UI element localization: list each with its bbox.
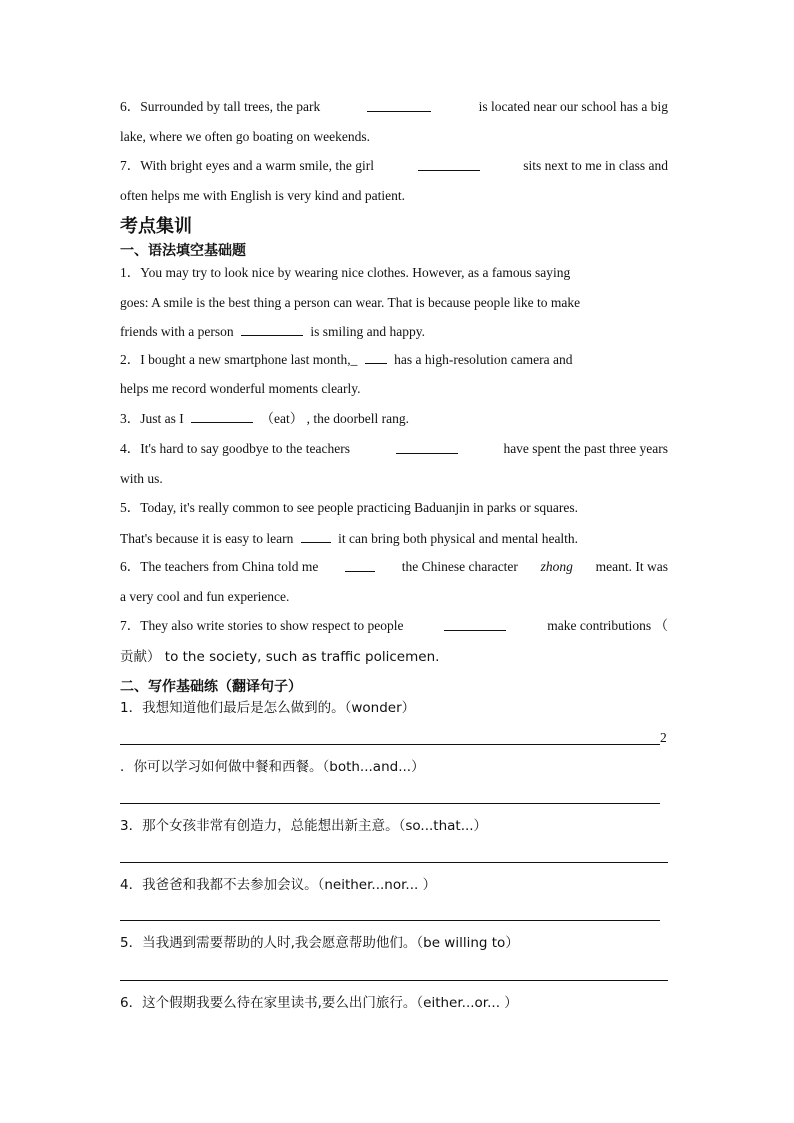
answer-blank[interactable] xyxy=(191,409,253,423)
grammar-q6-text-b: the Chinese character xyxy=(401,559,518,574)
grammar-q7-line2: 贡献） to the society, such as traffic policemen. xyxy=(120,649,440,665)
grammar-q5-text-b: it can bring both physical and mental health. xyxy=(338,531,579,546)
translation-q6-prompt: 6．这个假期我要么待在家里读书,要么出门旅行。 xyxy=(120,995,417,1011)
grammar-q4-line2: with us. xyxy=(120,471,163,486)
intro-item-7-line2: often helps me with English is very kind and patient. xyxy=(120,188,405,203)
answer-blank[interactable] xyxy=(444,617,506,631)
grammar-q6-text-a: 6．The teachers from China told me xyxy=(120,559,319,574)
grammar-q1-text-a: friends with a person xyxy=(120,324,234,339)
answer-line[interactable] xyxy=(120,980,668,981)
translation-q2 xyxy=(120,758,425,776)
grammar-q6-line2: a very cool and fun experience. xyxy=(120,589,290,604)
answer-line[interactable] xyxy=(120,744,660,745)
answer-blank[interactable] xyxy=(418,157,480,171)
intro-item-6-line1 xyxy=(120,98,668,116)
translation-q1-hint: （wonder） xyxy=(344,700,416,716)
translation-q2-hint: （both...and...） xyxy=(322,759,425,775)
grammar-q5-text-a: That's because it is easy to learn xyxy=(120,531,294,546)
intro-item-6-line2: lake, where we often go boating on weekends. xyxy=(120,129,371,144)
section-title: 考点集训 xyxy=(120,216,192,237)
translation-q3-hint: （so...that...） xyxy=(398,818,488,834)
grammar-q2-text-b: has a high-resolution camera and xyxy=(394,352,573,367)
grammar-q7-line1 xyxy=(120,617,668,635)
intro-item-6-text-a: 6．Surrounded by tall trees, the park xyxy=(120,99,321,114)
translation-q3-prompt: 3．那个女孩非常有创造力，总能想出新主意。 xyxy=(120,818,399,834)
translation-q2-prompt: ．你可以学习如何做中餐和西餐。 xyxy=(120,759,323,775)
grammar-q5-line2 xyxy=(120,529,578,548)
stray-number: 2 xyxy=(660,730,667,745)
grammar-q7-text-a: 7．They also write stories to show respect to people xyxy=(120,618,404,633)
translation-q6 xyxy=(120,994,518,1012)
grammar-q2-text-a: 2．I bought a new smartphone last month,_ xyxy=(120,352,358,367)
part2-title: 二、写作基础练（翻译句子） xyxy=(120,679,302,695)
translation-q1-prompt: 1．我想知道他们最后是怎么做到的。 xyxy=(120,700,345,716)
intro-item-7-text-b: sits next to me in class and xyxy=(523,158,668,173)
grammar-q4-text-b: have spent the past three years xyxy=(503,441,668,456)
grammar-q7-text-b: make contributions （ xyxy=(547,618,668,633)
answer-line[interactable] xyxy=(120,803,660,804)
answer-blank[interactable] xyxy=(367,98,431,112)
grammar-q1-line3 xyxy=(120,322,425,341)
grammar-q6-italic-word: zhong xyxy=(540,559,573,574)
grammar-q4-line1 xyxy=(120,440,668,458)
grammar-q3-line1 xyxy=(120,409,409,428)
intro-item-6-text-b: is located near our school has a big xyxy=(478,99,668,114)
grammar-q4-text-a: 4．It's hard to say goodbye to the teachers xyxy=(120,441,350,456)
translation-q1 xyxy=(120,699,415,717)
translation-q5-prompt: 5．当我遇到需要帮助的人时,我会愿意帮助他们。 xyxy=(120,935,417,951)
intro-item-7-text-a: 7．With bright eyes and a warm smile, the girl xyxy=(120,158,375,173)
grammar-q2-line2: helps me record wonderful moments clearly. xyxy=(120,381,361,396)
grammar-q3-text-b: （eat） , the doorbell rang. xyxy=(260,411,409,426)
answer-blank[interactable] xyxy=(396,440,458,454)
grammar-q6-line1 xyxy=(120,558,668,576)
translation-q4 xyxy=(120,876,436,894)
grammar-q3-text-a: 3．Just as I xyxy=(120,411,184,426)
translation-q6-hint: （either...or... ） xyxy=(416,995,518,1011)
grammar-q2-line1 xyxy=(120,350,573,369)
grammar-q1-line2: goes: A smile is the best thing a person can wear. That is because people like to make xyxy=(120,295,581,310)
translation-q5 xyxy=(120,934,519,952)
answer-blank[interactable] xyxy=(301,529,331,543)
grammar-q5-line1: 5．Today, it's really common to see people practicing Baduanjin in parks or squares. xyxy=(120,500,578,515)
intro-item-7-line1 xyxy=(120,157,668,175)
answer-line[interactable] xyxy=(120,862,668,863)
translation-q4-prompt: 4．我爸爸和我都不去参加会议。 xyxy=(120,877,318,893)
grammar-q1-text-b: is smiling and happy. xyxy=(310,324,425,339)
translation-q5-hint: （be willing to） xyxy=(416,935,519,951)
grammar-q6-text-d: meant. It was xyxy=(595,559,668,574)
translation-q3 xyxy=(120,817,487,835)
answer-blank[interactable] xyxy=(241,322,303,336)
answer-line[interactable] xyxy=(120,920,660,921)
answer-blank[interactable] xyxy=(345,558,375,572)
grammar-q1-line1: 1．You may try to look nice by wearing nice clothes. However, as a famous saying xyxy=(120,265,571,280)
part1-title: 一、语法填空基础题 xyxy=(120,243,246,259)
translation-q4-hint: （neither...nor... ） xyxy=(317,877,437,893)
answer-blank[interactable] xyxy=(365,350,387,364)
